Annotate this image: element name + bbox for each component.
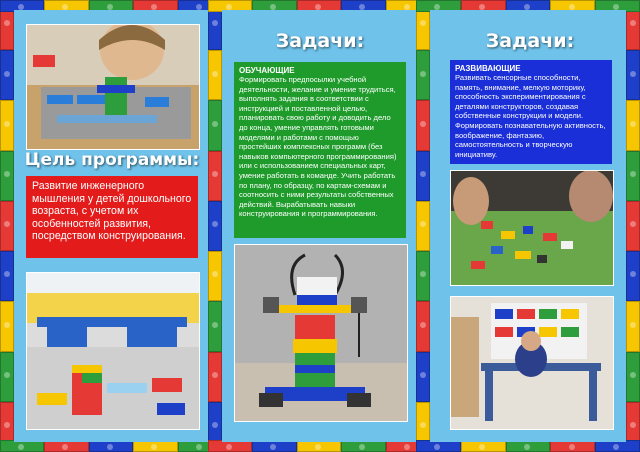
teaching-box [234, 62, 406, 238]
developing-heading: РАЗВИВАЮЩИЕ [455, 64, 521, 73]
lego-brick [0, 100, 14, 150]
lego-brick [208, 100, 222, 150]
brick-strip [0, 0, 14, 452]
lego-brick [416, 151, 430, 201]
lego-brick [416, 352, 430, 402]
lego-brick [208, 201, 222, 251]
brick-strip [416, 0, 430, 452]
photo-lego-robot [234, 244, 408, 422]
teaching-heading: ОБУЧАЮЩИЕ [239, 66, 295, 75]
lego-brick [626, 352, 640, 402]
brick-strip [208, 0, 222, 452]
lego-brick [208, 301, 222, 351]
lego-brick [208, 50, 222, 100]
lego-brick [0, 251, 14, 301]
lego-brick [208, 151, 222, 201]
lego-brick [626, 100, 640, 150]
teaching-text: Формировать предпосылки учебной деятельности, желание и умение трудиться, выполнять задания в соответствии с инструкцией и поставленной целью, планировать свою работу и доводить дело до конца, умение управлять готовыми моделями и работами с помощью простейших комплексных программ (без навыков компьютерного программирования) или с использованием специальных карт, умение работать в команде. Учить работать по плану, по образцу, по картам-схемам и соотносить с ними результаты собственных действий. Вырабатывать навыки конструирования и программирования. [239, 75, 397, 219]
lego-brick [208, 352, 222, 402]
right-title: Задачи: [485, 30, 575, 52]
lego-brick [626, 301, 640, 351]
lego-brick [626, 151, 640, 201]
goal-title: Цель программы: [24, 150, 200, 170]
photo-child-with-lego [26, 24, 200, 150]
middle-title: Задачи: [275, 30, 365, 52]
lego-brick [626, 50, 640, 100]
developing-text: Развивать сенсорные способности, память, внимание, мелкую моторику, способность экспериментирования с деталями конструкторов, создавая собственные конструкции и модели. Формировать познавательную активность, воображение, фантазию, самостоятельность и творческую инициативу. [455, 73, 606, 159]
lego-brick [0, 151, 14, 201]
lego-brick [0, 352, 14, 402]
photo-children-building [450, 170, 614, 286]
lego-brick [416, 100, 430, 150]
photo-child-at-lego-shelves [450, 296, 614, 430]
lego-brick [416, 50, 430, 100]
photo-lego-classroom [26, 272, 200, 430]
lego-brick [0, 50, 14, 100]
developing-box [450, 60, 612, 164]
lego-brick [626, 251, 640, 301]
lego-brick [0, 201, 14, 251]
lego-brick [0, 301, 14, 351]
lego-brick [626, 201, 640, 251]
lego-brick [416, 251, 430, 301]
goal-text: Развитие инженерного мышления у детей дошкольного возраста, с учетом их особенностей развития, посредством конструирования. [32, 180, 192, 242]
lego-brick [416, 201, 430, 251]
lego-brick [208, 251, 222, 301]
brick-strip [626, 0, 640, 452]
lego-brick [416, 301, 430, 351]
goal-box [26, 176, 198, 258]
